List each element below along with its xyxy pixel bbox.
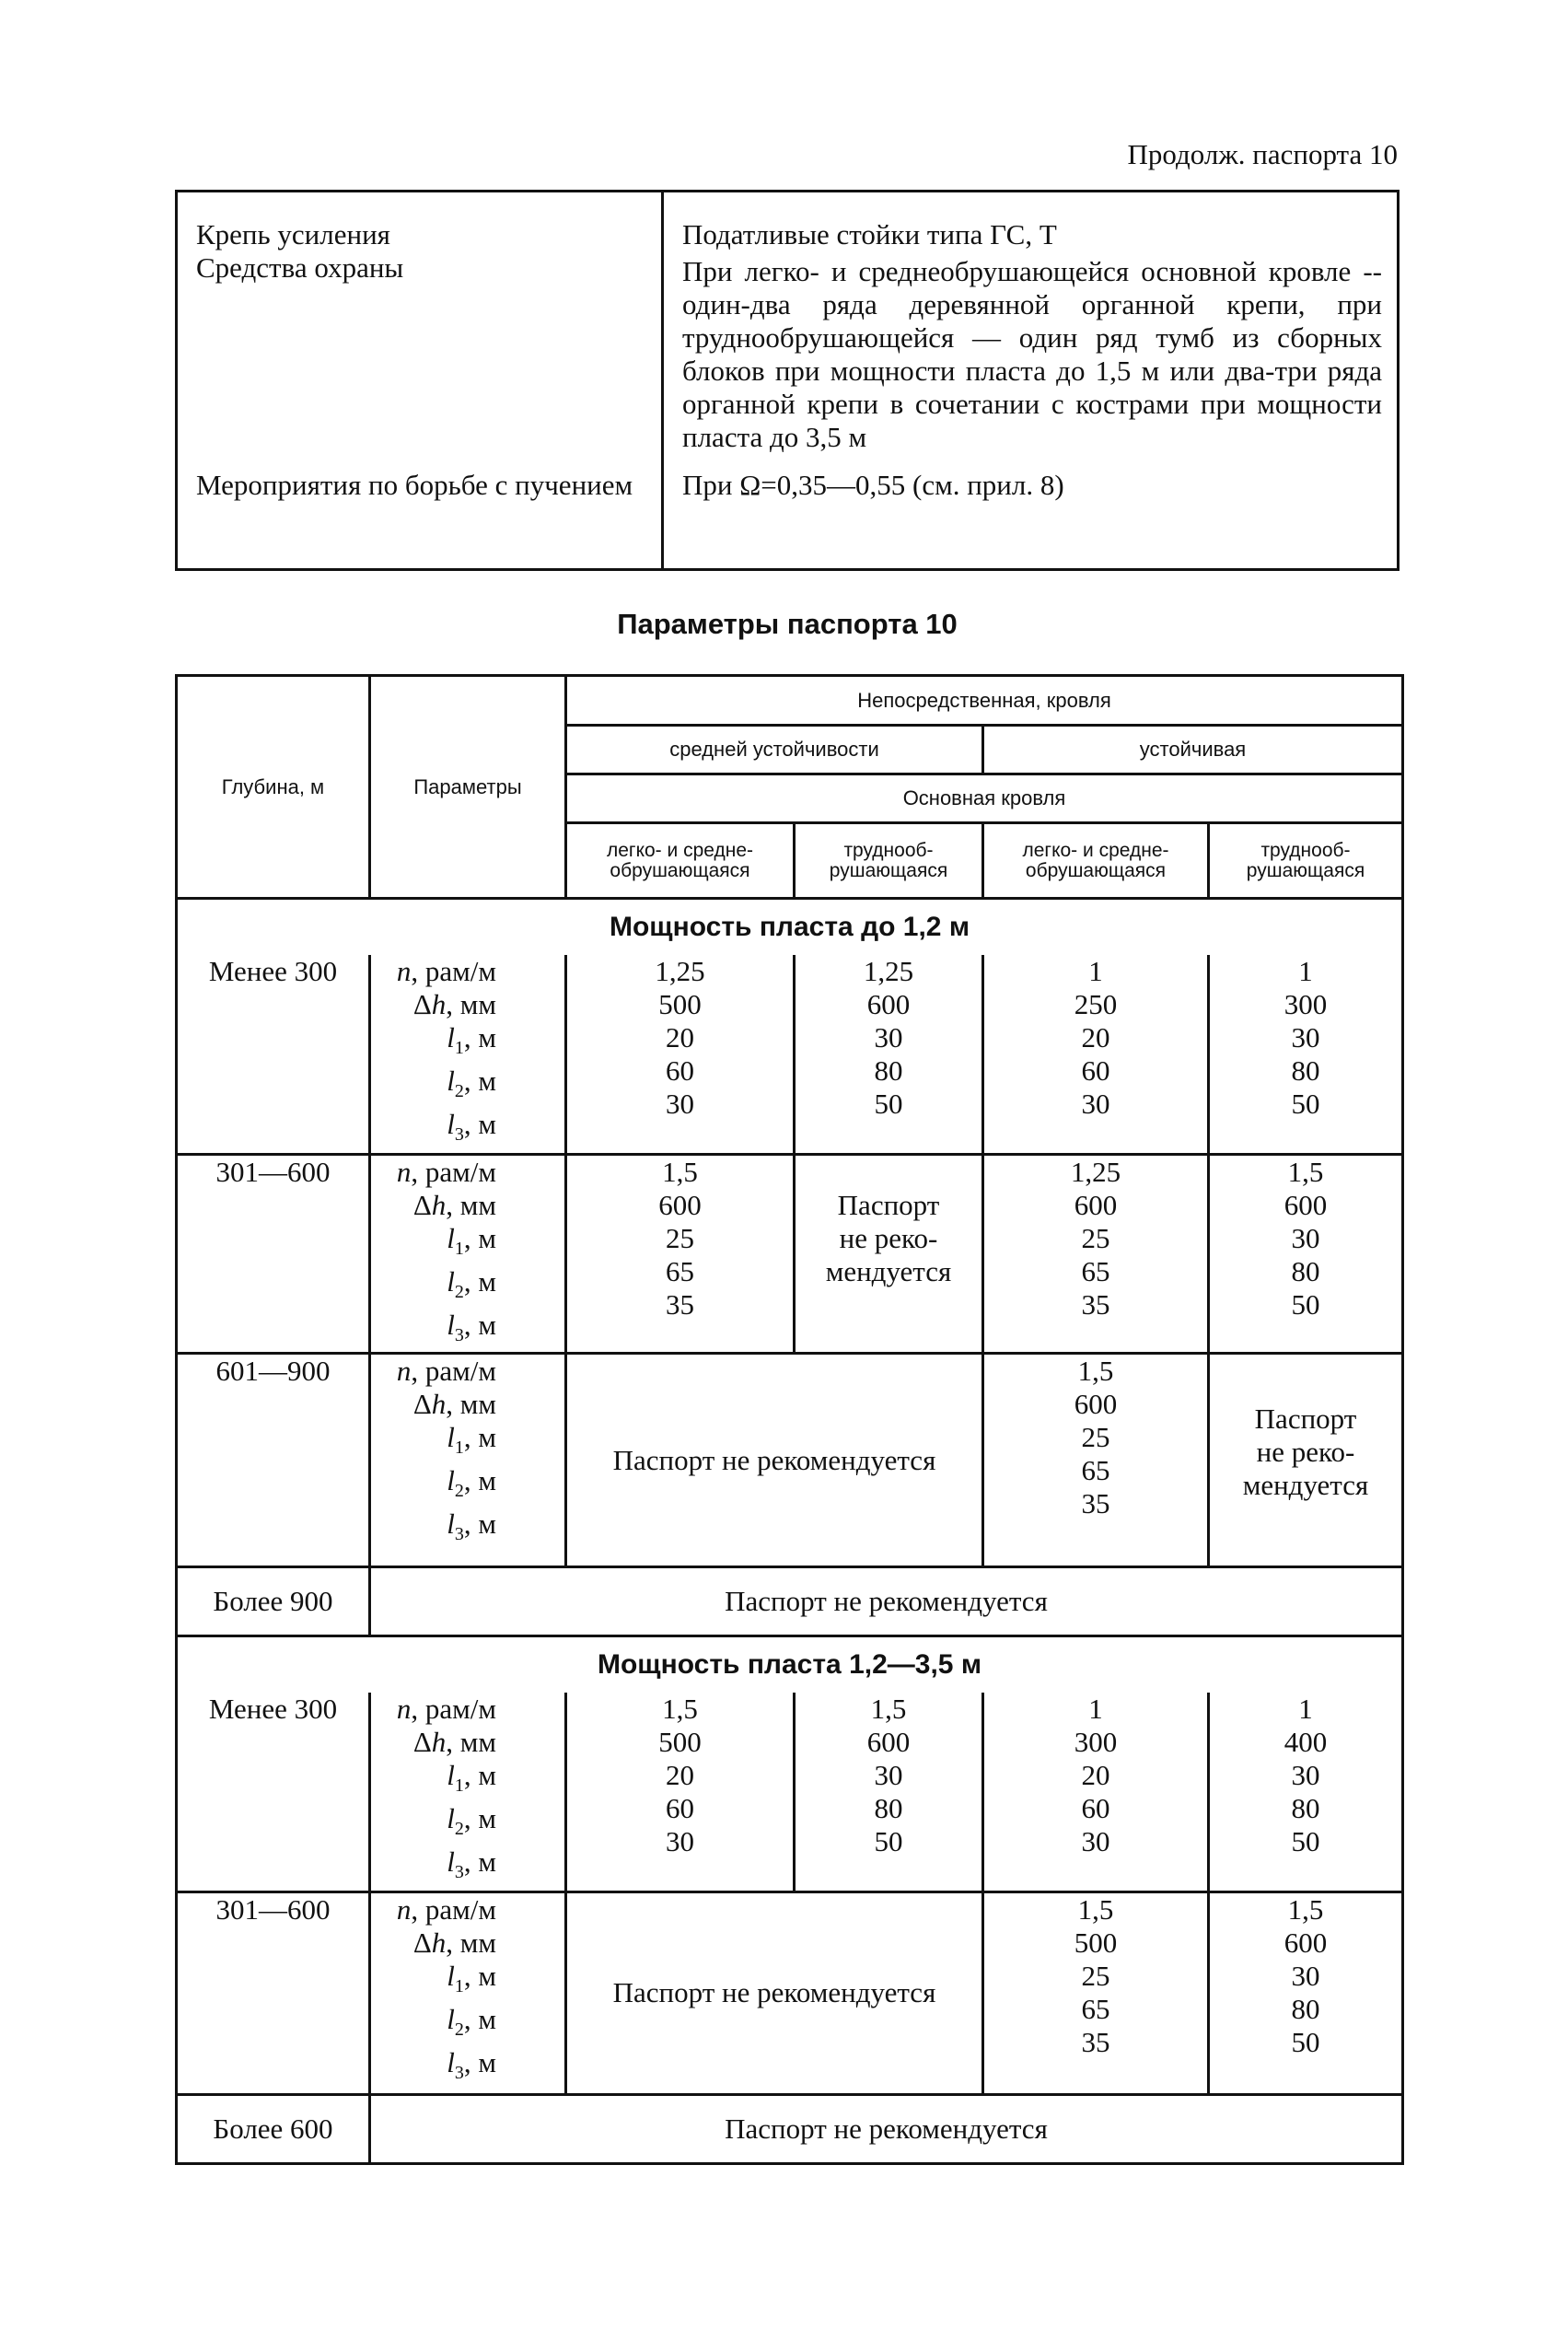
value-cell: 1,25 600 30 80 50 (795, 955, 983, 1154)
not-recommended-note: Паспорт не рекомендуется (370, 1567, 1403, 1636)
params-table (175, 674, 1404, 2165)
header-params: Параметры (370, 676, 566, 899)
label-heave-measures: Мероприятия по борьбе с пучением (196, 469, 633, 501)
value-cell: 1,25 500 20 60 30 (566, 955, 795, 1154)
depth-cell: 601—900 (177, 1354, 370, 1567)
table-row (177, 1693, 1403, 1892)
param-names: n, рам/м Δh, мм $l_1$, м $l_2$, м $l_3$, м (370, 1693, 566, 1892)
table-row (177, 1892, 1403, 2094)
value-heave-measures: При Ω=0,35—0,55 (см. прил. 8) (682, 469, 1064, 501)
depth-cell: Более 600 (177, 2094, 370, 2163)
table-row (177, 2094, 1403, 2163)
value-cell: 1,25 600 25 65 35 (983, 1154, 1209, 1354)
header-hard-1: труднооб- рушающаяся (795, 823, 983, 899)
value-cell: 1,5 600 30 80 50 (795, 1693, 983, 1892)
value-cell: 1,5 500 20 60 30 (566, 1693, 795, 1892)
not-recommended-note: Паспорт не рекомендуется (566, 1354, 983, 1567)
value-protection: При легко- и среднеобрушающейся основной кровле -- один-два ряда деревянной органной крепи, при труднообрушающейся — один ряд тумб из сборных блоков при мощности пласта до 1,5 м или два-три ряда органной крепи в сочетании с кострами при мощности пласта до 3,5 м (682, 255, 1382, 453)
param-names: n, рам/м Δh, мм $l_1$, м $l_2$, м $l_3$, м (370, 1354, 566, 1567)
values-column (664, 192, 1397, 568)
header-main-roof: Основная кровля (566, 774, 1403, 823)
depth-cell: Более 900 (177, 1567, 370, 1636)
value-cell: 1 250 20 60 30 (983, 955, 1209, 1154)
depth-cell: Менее 300 (177, 1693, 370, 1892)
table-row (177, 955, 1403, 1154)
value-cell: 1,5 500 25 65 35 (983, 1892, 1209, 2094)
header-depth: Глубина, м (177, 676, 370, 899)
table-row (177, 1154, 1403, 1354)
header-easy-medium-1: легко- и средне- обрушающаяся (566, 823, 795, 899)
not-recommended-note: Паспорт не реко- мендуется (795, 1154, 983, 1354)
not-recommended-note: Паспорт не рекомендуется (566, 1892, 983, 2094)
not-recommended-note: Паспорт не рекомендуется (370, 2094, 1403, 2163)
params-title: Параметры паспорта 10 (617, 608, 958, 640)
param-names: n, рам/м Δh, мм $l_1$, м $l_2$, м $l_3$, м (370, 1154, 566, 1354)
value-cell: 1,5 600 30 80 50 (1209, 1892, 1403, 2094)
table-row (177, 1354, 1403, 1567)
value-cell: 1,5 600 30 80 50 (1209, 1154, 1403, 1354)
table-row (177, 1567, 1403, 1636)
value-cell: 1,5 600 25 65 35 (983, 1354, 1209, 1567)
labels-column (178, 192, 664, 568)
section-title-2: Мощность пласта 1,2—3,5 м (177, 1636, 1403, 1694)
param-names: n, рам/м Δh, мм $l_1$, м $l_2$, м $l_3$, м (370, 955, 566, 1154)
value-cell: 1 300 30 80 50 (1209, 955, 1403, 1154)
label-protection: Средства охраны (196, 251, 404, 284)
value-cell: 1,5 600 25 65 35 (566, 1154, 795, 1354)
header-hard-2: труднооб- рушающаяся (1209, 823, 1403, 899)
label-reinforcement: Крепь усиления (196, 218, 390, 250)
header-medium-stability: средней устойчивости (566, 726, 983, 774)
value-cell: 1 300 20 60 30 (983, 1693, 1209, 1892)
section-title-1: Мощность пласта до 1,2 м (177, 899, 1403, 956)
depth-cell: 301—600 (177, 1892, 370, 2094)
header-stable: устойчивая (983, 726, 1403, 774)
header-easy-medium-2: легко- и средне- обрушающаяся (983, 823, 1209, 899)
param-names: n, рам/м Δh, мм $l_1$, м $l_2$, м $l_3$, м (370, 1892, 566, 2094)
depth-cell: 301—600 (177, 1154, 370, 1354)
value-reinforcement: Податливые стойки типа ГС, Т (682, 218, 1057, 250)
depth-cell: Менее 300 (177, 955, 370, 1154)
header-immediate-roof: Непосредственная, кровля (566, 676, 1403, 726)
value-cell: 1 400 30 80 50 (1209, 1693, 1403, 1892)
passport-summary-table (175, 190, 1400, 571)
not-recommended-note: Паспорт не реко- мендуется (1209, 1354, 1403, 1567)
continuation-header: Продолж. паспорта 10 (1127, 138, 1398, 170)
